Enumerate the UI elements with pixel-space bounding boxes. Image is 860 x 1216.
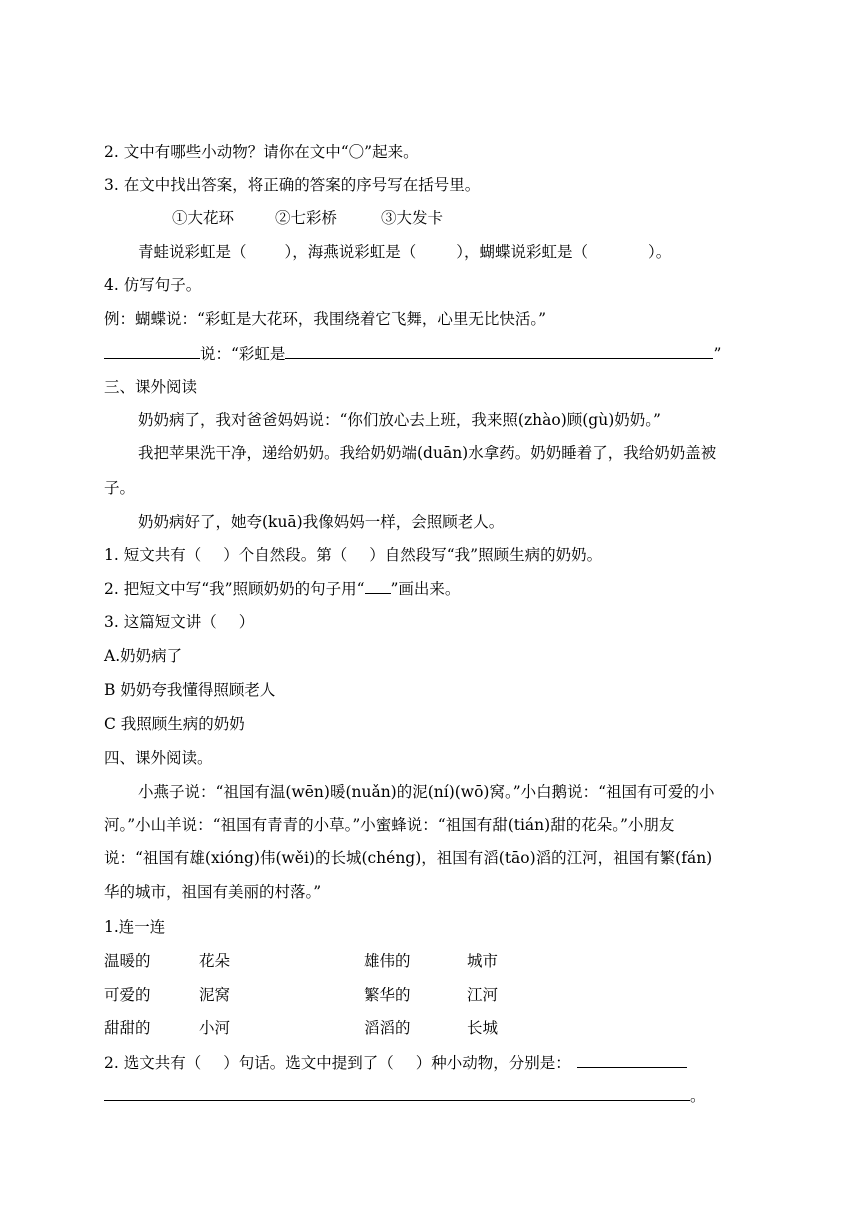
s3q1-part-3: ）自然段写“我”照顾生病的奶奶。 [369, 546, 603, 564]
answer-blank-1[interactable] [577, 1052, 687, 1068]
option-3: ③大发卡 [381, 209, 444, 227]
section-3-question-3 [104, 612, 254, 632]
section-4-question-2 [104, 1052, 687, 1073]
section-4-para-line-2: 河。”小山羊说：“祖国有青青的小草。”小蜜蜂说：“祖国有甜(tián)甜的花朵。”小朋友 [104, 816, 675, 834]
section-4-para-line-1: 小燕子说：“祖国有温(wēn)暖(nuǎn)的泥(ní)(wō)窝。”小白鹅说：“祖国有可爱的小 [138, 783, 715, 801]
question-4: 4. 仿写句子。 [104, 276, 202, 294]
match-right-3: 泥窝 [199, 986, 231, 1004]
section-3-para-2a: 我把苹果洗干净，递给奶奶。我给奶奶端(duān)水拿药。奶奶睡着了，我给奶奶盖被 [138, 444, 717, 462]
match-left-5: 甜甜的 [104, 1019, 151, 1037]
fill-blank-sentence[interactable] [285, 343, 713, 359]
s3q1-part-2: ）个自然段。第（ [223, 546, 348, 564]
match-right-1: 花朵 [199, 952, 231, 970]
option-a: A.奶奶病了 [104, 647, 183, 665]
match-right-4: 江河 [467, 986, 499, 1004]
fill-mid-text: 说：“彩虹是 [200, 345, 286, 363]
q3-part-4: ）。 [648, 243, 672, 261]
q3-part-2: ），海燕说彩虹是（ [284, 243, 417, 261]
s3q2-part-2: ”画出来。 [390, 580, 461, 598]
q3-part-1: 青蛙说彩虹是（ [138, 243, 247, 261]
section-3-question-2 [104, 578, 460, 599]
option-b: B 奶奶夸我懂得照顾老人 [104, 681, 276, 699]
s4q2-part-3: ）种小动物，分别是： [415, 1054, 571, 1072]
match-right-6: 长城 [467, 1019, 499, 1037]
match-left-6: 滔滔的 [364, 1019, 411, 1037]
s3q3-part-2: ） [238, 613, 255, 631]
section-3-para-3: 奶奶病好了，她夸(kuā)我像妈妈一样，会照顾老人。 [138, 513, 505, 531]
option-c: C 我照顾生病的奶奶 [104, 715, 245, 733]
fill-end-quote: ” [713, 345, 722, 363]
section-3-para-2b: 子。 [104, 479, 136, 497]
s3q1-part-1: 1. 短文共有（ [104, 546, 202, 564]
question-3: 3. 在文中找出答案，将正确的答案的序号写在括号里。 [104, 176, 481, 194]
match-left-3: 可爱的 [104, 986, 151, 1004]
option-2: ②七彩桥 [275, 209, 338, 227]
s4q2-end: 。 [690, 1087, 706, 1105]
match-left-1: 温暖的 [104, 952, 151, 970]
option-1: ①大花环 [172, 209, 235, 227]
question-4-fill [104, 343, 721, 364]
s4q2-part-1: 2. 选文共有（ [104, 1054, 202, 1072]
section-4-para-line-4: 华的城市，祖国有美丽的村落。” [104, 883, 322, 901]
match-right-2: 城市 [467, 952, 499, 970]
question-4-example: 例：蝴蝶说：“彩虹是大花环，我围绕着它飞舞，心里无比快活。” [104, 310, 547, 328]
section-4-question-1: 1.连一连 [104, 918, 166, 936]
match-left-4: 繁华的 [364, 986, 411, 1004]
question-2: 2. 文中有哪些小动物？请你在文中“〇”起来。 [104, 143, 419, 161]
answer-blank-2[interactable] [104, 1085, 690, 1101]
underline-sample [365, 578, 391, 594]
question-3-sentence [138, 242, 671, 262]
section-4-para-line-3: 说：“祖国有雄(xióng)伟(wěi)的长城(chéng)，祖国有滔(tāo)滔的江河，祖国有繁(fán) [104, 849, 713, 867]
section-3-question-1 [104, 545, 602, 565]
match-left-2: 雄伟的 [364, 952, 411, 970]
q3-part-3: ），蝴蝶说彩虹是（ [456, 243, 589, 261]
match-right-5: 小河 [199, 1019, 231, 1037]
fill-blank-speaker[interactable] [104, 343, 200, 359]
section-3-heading: 三、课外阅读 [104, 378, 198, 396]
section-3-para-1: 奶奶病了，我对爸爸妈妈说：“你们放心去上班，我来照(zhào)顾(gù)奶奶。” [138, 411, 661, 429]
section-4-question-2-cont [104, 1085, 706, 1106]
s4q2-part-2: ）句话。选文中提到了（ [223, 1054, 394, 1072]
section-4-heading: 四、课外阅读。 [104, 749, 213, 767]
s3q2-part-1: 2. 把短文中写“我”照顾奶奶的句子用“ [104, 580, 365, 598]
s3q3-part-1: 3. 这篇短文讲（ [104, 613, 217, 631]
